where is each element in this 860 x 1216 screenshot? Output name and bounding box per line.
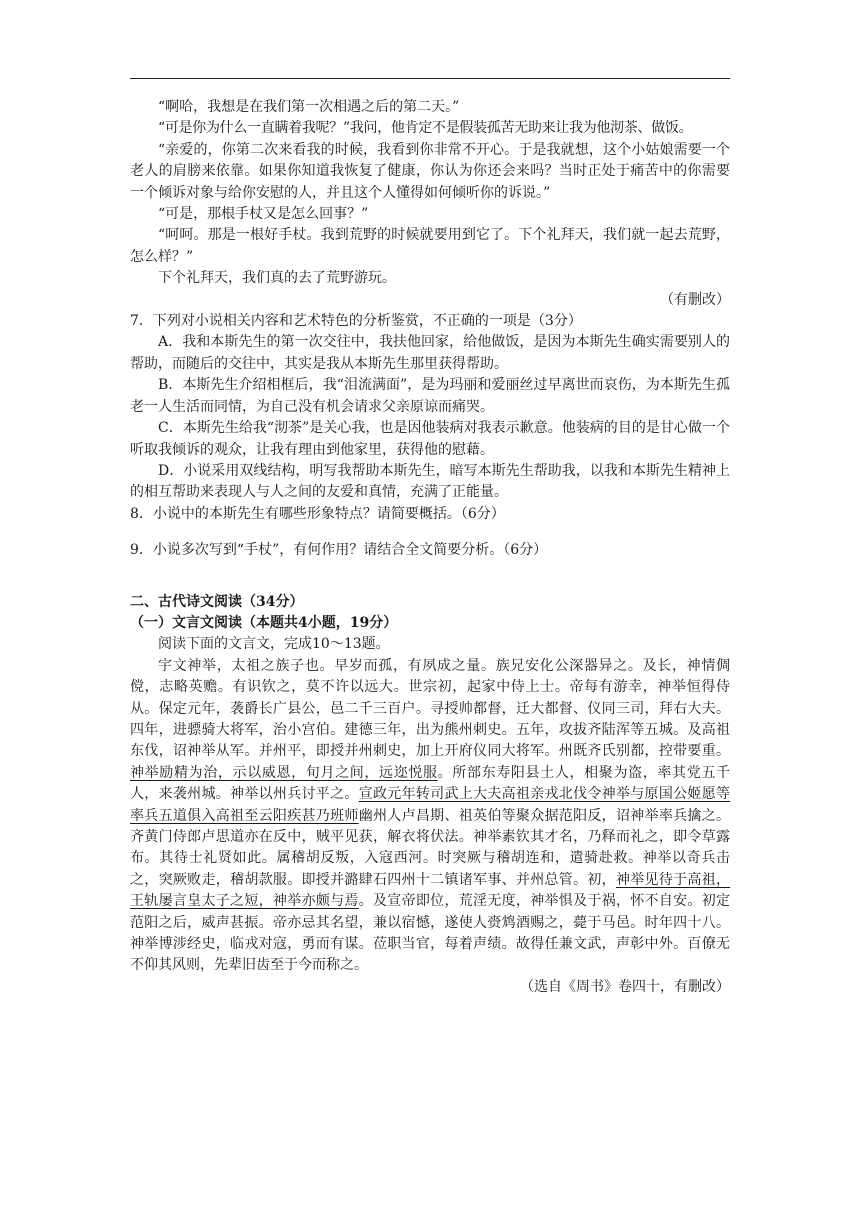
question-7-stem: 7．下列对小说相关内容和艺术特色的分析鉴赏，不正确的一项是（3分） (130, 313, 582, 330)
story-paragraph: “可是你为什么一直瞒着我呢？”我问，他肯定不是假装孤苦无助来让我为他沏茶、做饭。 (158, 120, 693, 137)
story-paragraph: “呵呵。那是一根好手杖。我到荒野的时候就要用到它了。下个礼拜天，我们就一起去荒野，怎么样？” (130, 227, 730, 265)
passage-text: 宇文神举，太祖之族子也。早岁而孤，有夙成之量。族兄安化公深器异之。及长，神情倜傥，志略英赡。有识钦之，莫不许以远大。世宗初，起家中侍上士。帝每有游幸，神举恒得侍从。保定元年，袭爵长广县公，邑二千三百户。寻授帅都督，迁大都督、仪同三司，拜右大夫。四年，进骠骑大将军，治小宫伯。建德三年，出为熊州刺史。五年，攻拔齐陆浑等五城。及高祖东伐，诏神举从军。并州平，即授并州刺史，加上开府仪同大将军。州既齐氏别都，控带要重。 (130, 657, 730, 760)
underlined-sentence-2: 宣政元年转司武上大夫高祖亲戎北伐令神举与原国公姬愿等率兵五道俱入高祖至云阳疾甚乃班师 (130, 786, 731, 824)
question-8: 8．小说中的本斯先生有哪些形象特点？请简要概括。（6分） (130, 505, 505, 522)
q7-option-a: A．我和本斯先生的第一次交往中，我扶他回家，给他做饭，是因为本斯先生确实需要别人的帮助，而随后的交往中，其实是我从本斯先生那里获得帮助。 (130, 334, 730, 372)
story-paragraph: “可是，那根手杖又是怎么回事？” (158, 206, 369, 223)
passage-text: 。及宣帝即位，荒淫无度，神举惧及于祸，怀不自安。初定范阳之后，威声甚振。帝亦忌其名望，兼以宿憾，遂使人赍鸩酒赐之，薨于马邑。时年四十八。神举博涉经史，临戎对寇，勇而有谋。莅职当官，每着声绩。故得任兼文武，声彰中外。百僚无不仰其风则，先辈旧齿至于今而称之。 (130, 893, 731, 974)
subsection-title: （一）文言文阅读（本题共4小题，19分） (130, 614, 398, 631)
answer-space (130, 525, 730, 540)
header-rule (130, 78, 730, 79)
answer-space (130, 562, 730, 592)
section-title: 二、古代诗文阅读（34分） (130, 593, 304, 610)
underlined-sentence-1: 神举励精为治，示以威恩，旬月之间，远迩悦服 (130, 764, 438, 781)
underlined-sentence-3: 神举见待于高祖，王轨屡言皇太子之短，神举亦颇与焉 (130, 871, 731, 910)
story-paragraph: “亲爱的，你第二次来看我的时候，我看到你非常不开心。于是我就想，这个小姑娘需要一个老人的肩膀来依靠。如果你知道我恢复了健康，你认为你还会来吗？当时正处于痛苦中的你需要一个倾诉对象与给你安慰的人，并且这个人懂得如何倾听你的诉说。” (130, 141, 730, 201)
story-paragraph: “啊哈，我想是在我们第一次相遇之后的第二天。” (158, 99, 460, 115)
source-note: （有删改） (660, 291, 730, 308)
q7-option-d: D．小说采用双线结构，明写我帮助本斯先生，暗写本斯先生帮助我，以我和本斯先生精神上的相互帮助来表现人与人之间的友爱和真情，充满了正能量。 (130, 462, 730, 501)
classical-passage (130, 656, 730, 977)
story-paragraph: 下个礼拜天，我们真的去了荒野游玩。 (158, 270, 396, 287)
reading-instruction: 阅读下面的文言文，完成10～13题。 (158, 636, 390, 653)
exam-page (130, 97, 730, 998)
passage-text: 。所部东寿阳县土人，相聚为盗，率其党五千人，来袭州城。神举以州兵讨平之。 (130, 764, 731, 803)
q7-option-b: B．本斯先生介绍相框后，我“泪流满面”，是为玛丽和爱丽丝过早离世而哀伤，为本斯先生孤老一人生活而同情，为自己没有机会请求父亲原谅而痛哭。 (130, 377, 730, 415)
question-9: 9．小说多次写到“手杖”，有何作用？请结合全文简要分析。（6分） (130, 542, 548, 559)
passage-text: 幽州人卢昌期、祖英伯等聚众据范阳反，诏神举率兵擒之。齐黄门侍郎卢思道亦在反中，贼平见获，解衣将伏法。神举素钦其才名，乃释而礼之，即令草露布。其待士礼贤如此。属稽胡反叛，入寇西河。时突厥与稽胡连和，遣骑赴救。神举以奇兵击之，突厥败走，稽胡款服。即授并潞肆石四州十二镇诸军事、并州总管。初， (130, 807, 731, 888)
passage-citation: （选自《周书》卷四十，有删改） (520, 978, 730, 995)
q7-option-c: C．本斯先生给我“沏茶”是关心我，也是因他装病对我表示歉意。他装病的目的是甘心做一个听取我倾诉的观众，让我有理由到他家里，获得他的慰藉。 (130, 420, 730, 458)
